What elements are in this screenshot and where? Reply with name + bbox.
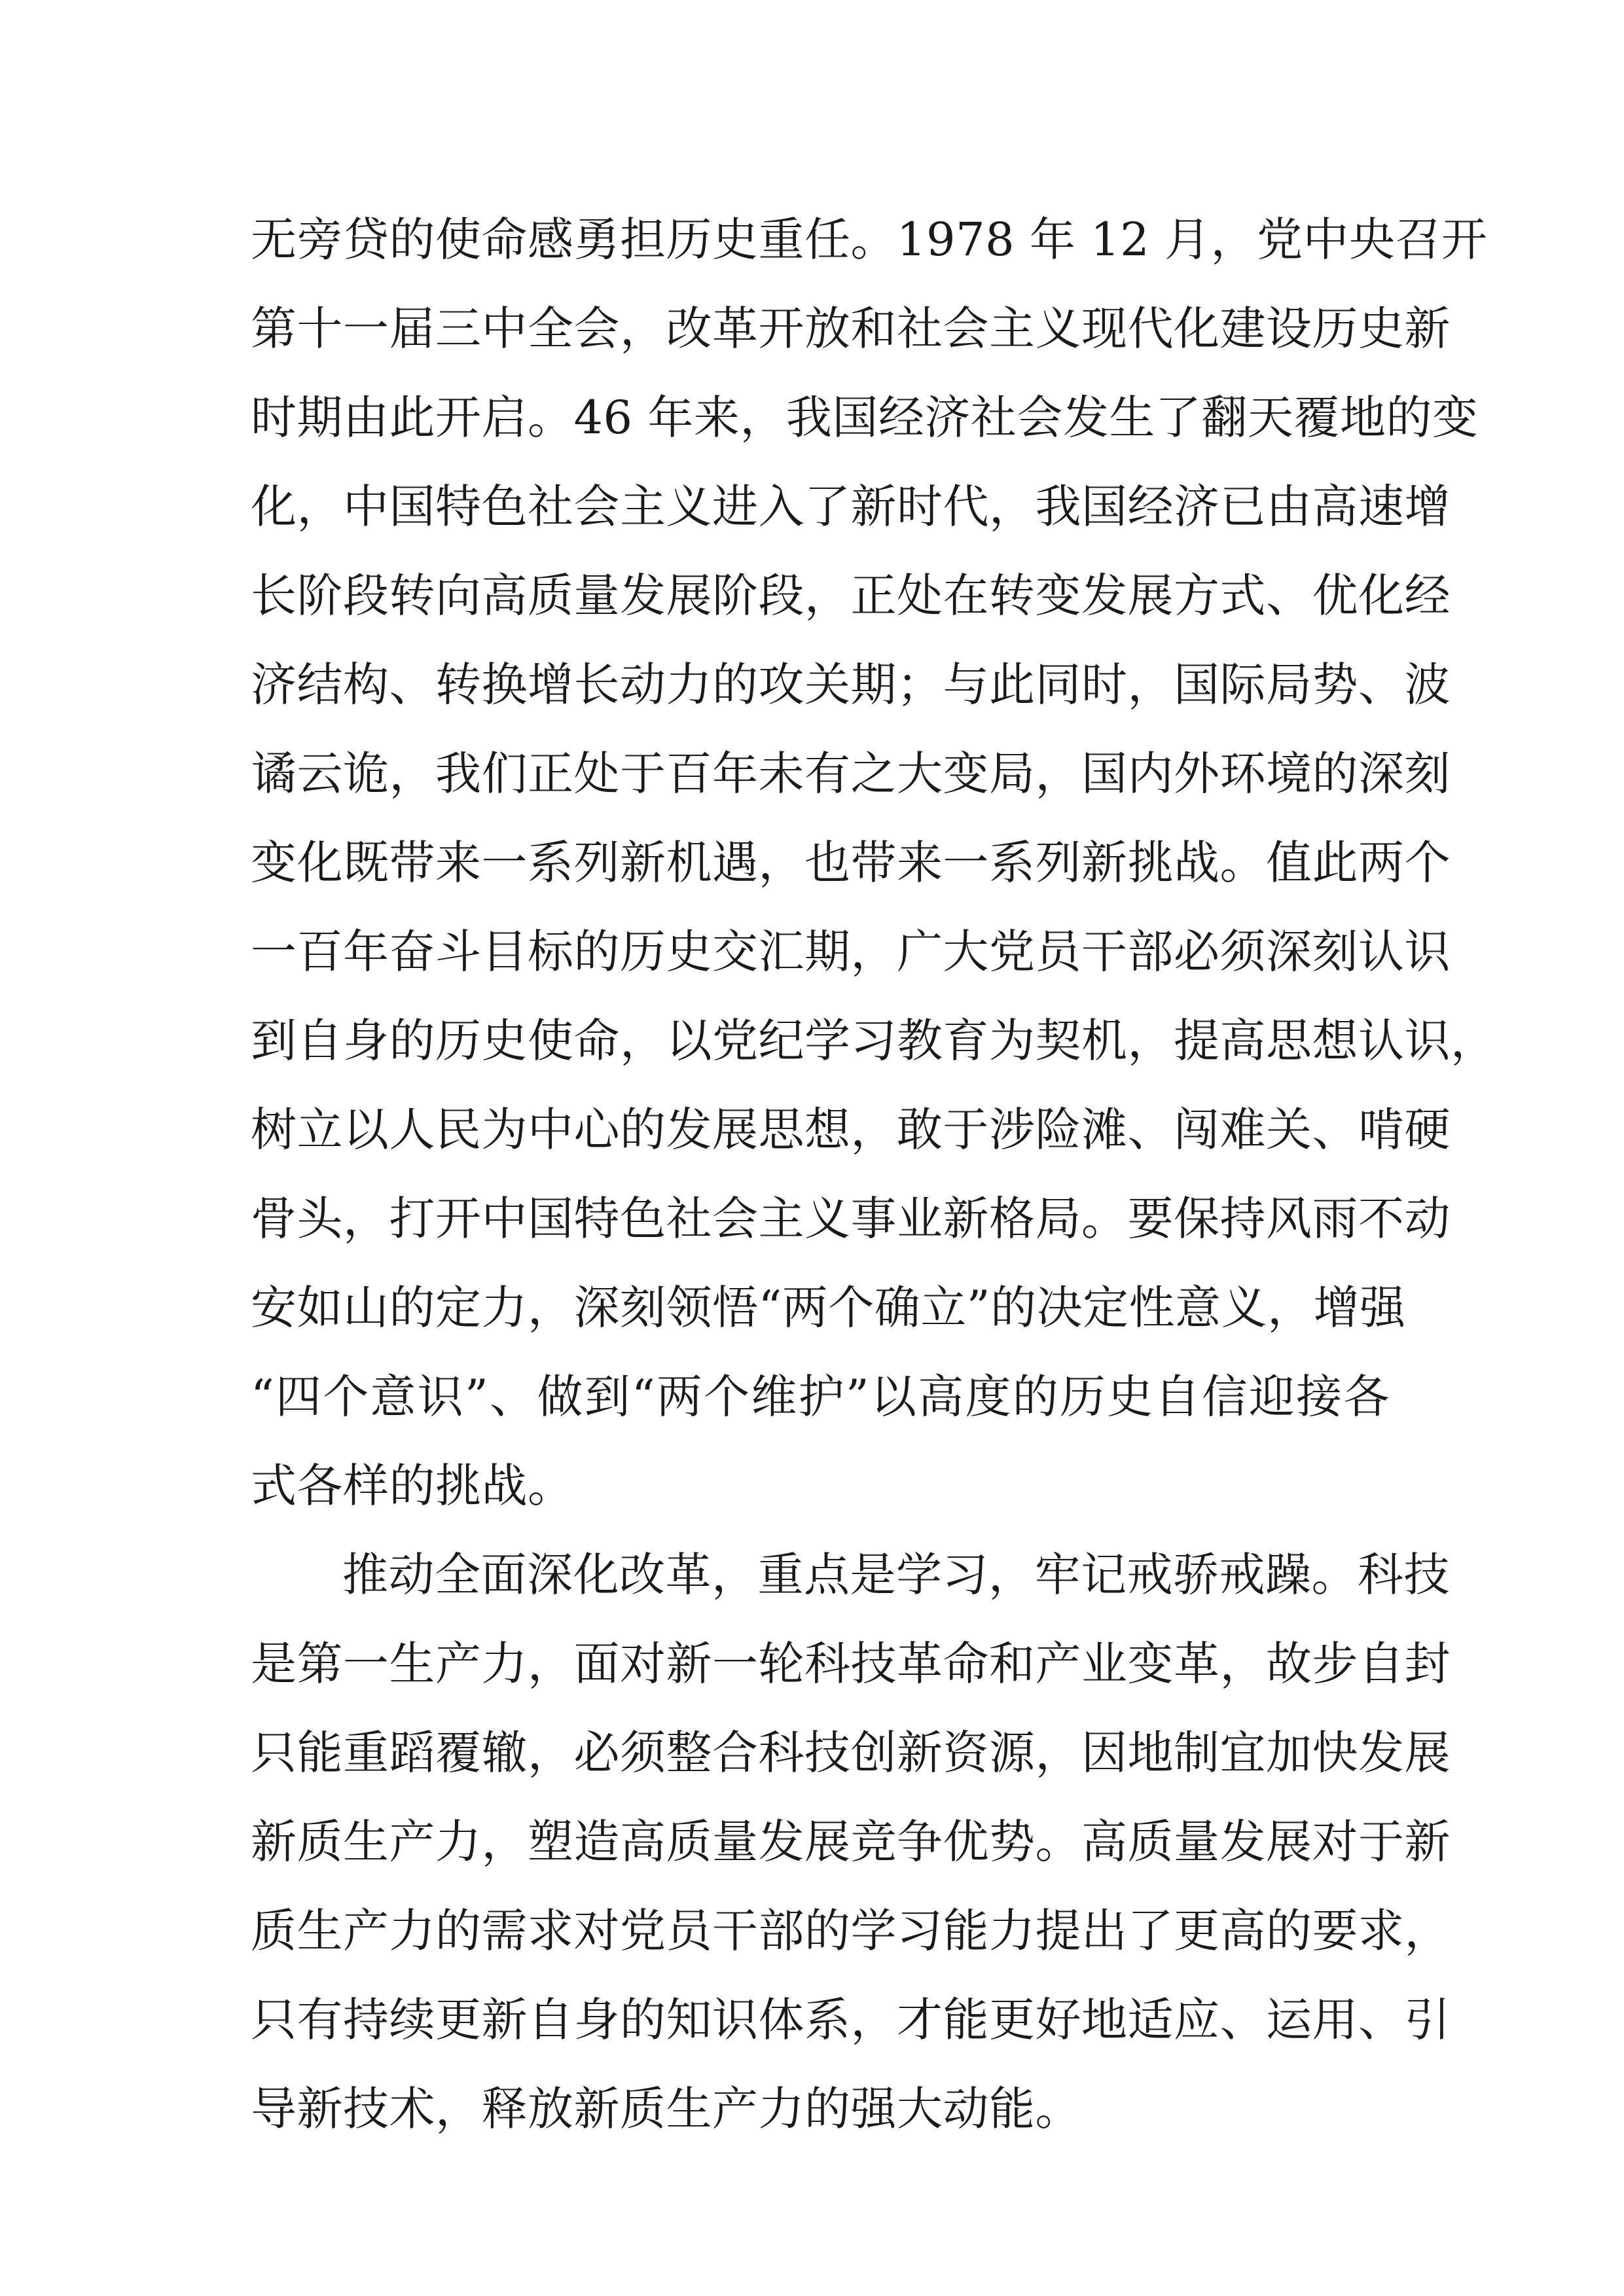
text-line: 安如山的定力，深刻领悟“两个确立”的决定性意义，增强 [251,1281,1406,1335]
text-line: 是第一生产力，面对新一轮科技革命和产业变革，故步自封 [251,1637,1451,1691]
text-line: 无旁贷的使命感勇担历史重任。1978 年 12 月，党中央召开 [251,213,1488,266]
text-line: 式各样的挑战。 [251,1459,574,1513]
text-line: 长阶段转向高质量发展阶段，正处在转变发展方式、优化经 [251,569,1451,622]
text-line: 第十一届三中全会，改革开放和社会主义现代化建设历史新 [251,302,1451,355]
paragraph-1 [251,195,1497,1530]
text-line: “四个意识”、做到“两个维护”以高度的历史自信迎接各 [251,1370,1390,1424]
paragraph-2 [251,1530,1451,2153]
text-line: 树立以人民为中心的发展思想，敢于涉险滩、闯难关、啃硬 [251,1103,1451,1157]
text-line: 变化既带来一系列新机遇，也带来一系列新挑战。值此两个 [251,836,1451,889]
text-line: 新质生产力，塑造高质量发展竞争优势。高质量发展对于新 [251,1815,1451,1869]
text-line: 只有持续更新自身的知识体系，才能更好地适应、运用、引 [251,1993,1451,2047]
text-line: 到自身的历史使命，以党纪学习教育为契机，提高思想认识， [251,1014,1497,1067]
text-line: 时期由此开启。46 年来，我国经济社会发生了翻天覆地的变 [251,391,1479,444]
text-line: 化，中国特色社会主义进入了新时代，我国经济已由高速增 [251,480,1451,533]
text-line: 只能重蹈覆辙，必须整合科技创新资源，因地制宜加快发展 [251,1726,1451,1780]
text-line: 济结构、转换增长动力的攻关期；与此同时，国际局势、波 [251,658,1451,711]
text-line: 导新技术，释放新质生产力的强大动能。 [251,2082,1081,2136]
text-line: 谲云诡，我们正处于百年未有之大变局，国内外环境的深刻 [251,747,1451,800]
text-line: 推动全面深化改革，重点是学习，牢记戒骄戒躁。科技 [342,1548,1450,1602]
text-line: 骨头，打开中国特色社会主义事业新格局。要保持风雨不动 [251,1192,1451,1246]
document-body [251,195,1497,2153]
text-line: 质生产力的需求对党员干部的学习能力提出了更高的要求， [251,1904,1451,1958]
text-line: 一百年奋斗目标的历史交汇期，广大党员干部必须深刻认识 [251,925,1451,978]
